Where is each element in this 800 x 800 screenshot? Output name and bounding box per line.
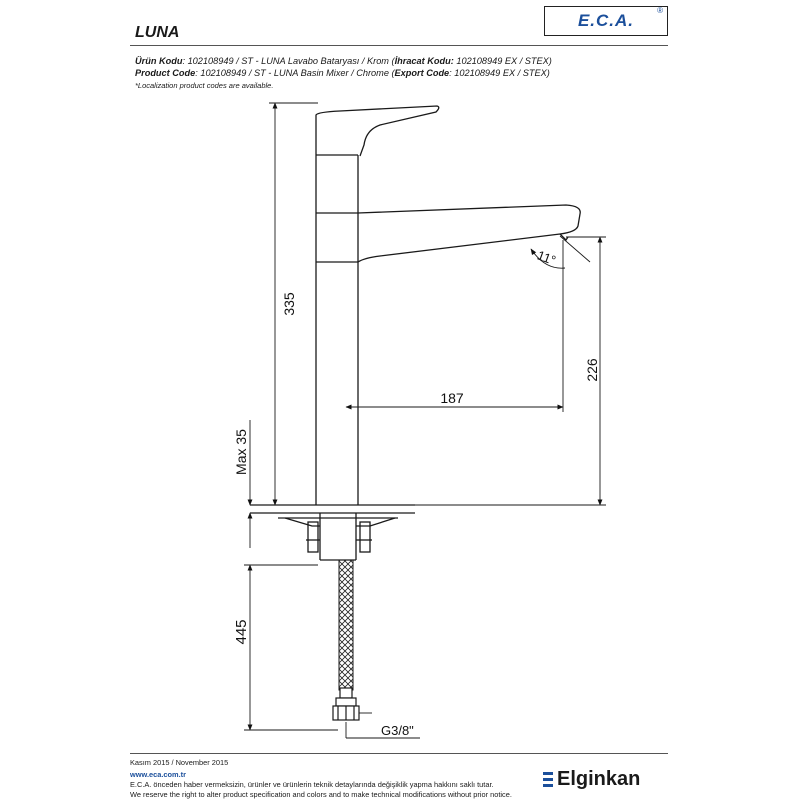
elginkan-brand: Elginkan [557, 768, 641, 790]
export-code-en-value: : 102108949 EX / STEX) [449, 68, 550, 78]
localization-note: *Localization product codes are available. [135, 81, 274, 90]
dim-hose-length: 445 [233, 619, 250, 645]
footer-disclaimer-tr: E.C.A. önceden haber vermeksizin, ürünler ve ürünlerin teknik detaylarında değişiklik yapma hakkını saklı tutar. [130, 780, 494, 789]
dim-connection: G3/8" [381, 723, 414, 738]
export-code-tr-label: İhracat Kodu: [394, 56, 454, 66]
footer-date: Kasım 2015 / November 2015 [130, 758, 229, 767]
braided-hose [339, 560, 353, 690]
export-code-en-label: Export Code [394, 68, 450, 78]
deck-plate [250, 505, 415, 526]
faucet-body [316, 155, 358, 505]
export-code-tr-value: 102108949 EX / STEX) [453, 56, 552, 66]
footer-divider [130, 753, 668, 754]
product-code-en-value: : 102108949 / ST - LUNA Basin Mixer / Chrome ( [195, 68, 395, 78]
product-title: LUNA [135, 24, 180, 41]
footer-disclaimer-en: We reserve the right to alter product specification and colors and to make technical modifications without prior notice. [130, 790, 512, 799]
dim-total-height: 335 [281, 292, 297, 316]
dim-deck-thickness: Max 35 [233, 429, 249, 475]
hose-fitting [333, 688, 359, 720]
footer-website[interactable]: www.eca.com.tr [130, 770, 186, 779]
registered-mark: ® [657, 6, 663, 15]
dim-spout-reach: 187 [440, 390, 464, 406]
product-code-en-label: Product Code [135, 68, 196, 78]
lever-handle [316, 106, 439, 156]
dim-spout-height: 226 [584, 358, 600, 382]
eca-logo-text: E.C.A. [577, 11, 635, 30]
mounting-shank [306, 513, 372, 560]
dim-spout-angle: 11° [535, 247, 558, 269]
product-code-tr-label: Ürün Kodu [135, 56, 183, 66]
product-code-tr-value: : 102108949 / ST - LUNA Lavabo Bataryası / Krom ( [182, 56, 395, 66]
elginkan-logo-icon [543, 771, 554, 788]
